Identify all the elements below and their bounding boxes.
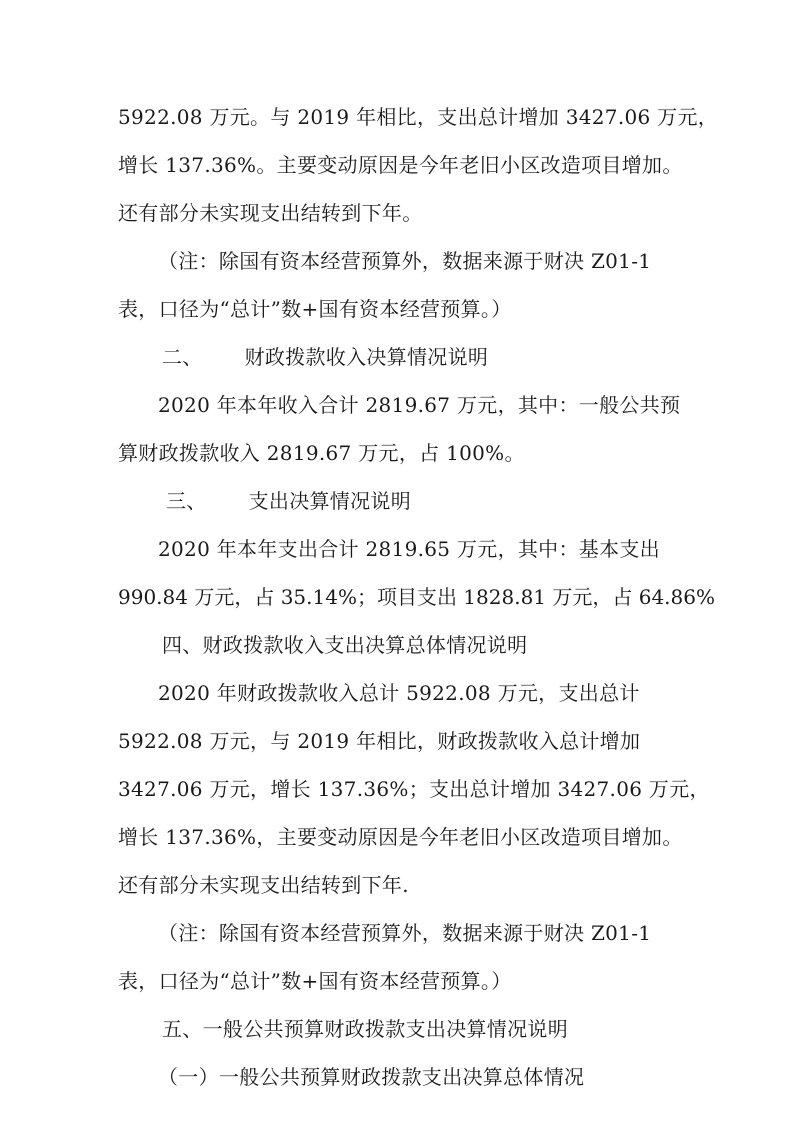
paragraph-line: 增长 137.36%，主要变动原因是今年老旧小区改造项目增加。 [118,825,683,849]
paragraph-line: 2020 年本年收入合计 2819.67 万元，其中：一般公共预 [158,393,681,417]
paragraph-line: 3427.06 万元，增长 137.36%；支出总计增加 3427.06 万元， [118,777,710,801]
subsection-heading-5-1: （一）一般公共预算财政拨款支出决算总体情况 [158,1065,585,1089]
paragraph-line: 990.84 万元，占 35.14%；项目支出 1828.81 万元，占 64.86% [118,585,715,609]
paragraph-line: 增长 137.36%。主要变动原因是今年老旧小区改造项目增加。 [118,153,683,177]
note-line: （注：除国有资本经营预算外，数据来源于财决 Z01-1 [158,921,652,945]
paragraph-line: 算财政拨款收入 2819.67 万元，占 100%。 [118,441,525,465]
section-title: 财政拨款收入决算情况说明 [244,345,489,369]
section-heading-2 [162,344,488,370]
paragraph-line: 还有部分未实现支出结转到下年. [118,873,409,897]
paragraph-line: 还有部分未实现支出结转到下年。 [118,201,423,225]
section-number: 三、 [166,489,207,513]
note-line: 表，口径为“总计”数+国有资本经营预算。） [118,969,512,993]
section-title: 支出决算情况说明 [248,489,412,513]
section-number: 二、 [162,345,203,369]
note-line: 表，口径为“总计”数+国有资本经营预算。） [118,297,512,321]
section-heading-5: 五、一般公共预算财政拨款支出决算情况说明 [162,1017,568,1041]
paragraph-line: 2020 年本年支出合计 2819.65 万元，其中：基本支出 [158,537,660,561]
note-line: （注：除国有资本经营预算外，数据来源于财决 Z01-1 [158,249,652,273]
paragraph-line: 5922.08 万元。与 2019 年相比，支出总计增加 3427.06 万元， [118,105,719,129]
paragraph-line: 5922.08 万元，与 2019 年相比，财政拨款收入总计增加 [118,729,641,753]
paragraph-line: 2020 年财政拨款收入总计 5922.08 万元，支出总计 [158,681,640,705]
section-heading-4: 四、财政拨款收入支出决算总体情况说明 [162,633,528,657]
section-heading-3 [166,488,411,514]
